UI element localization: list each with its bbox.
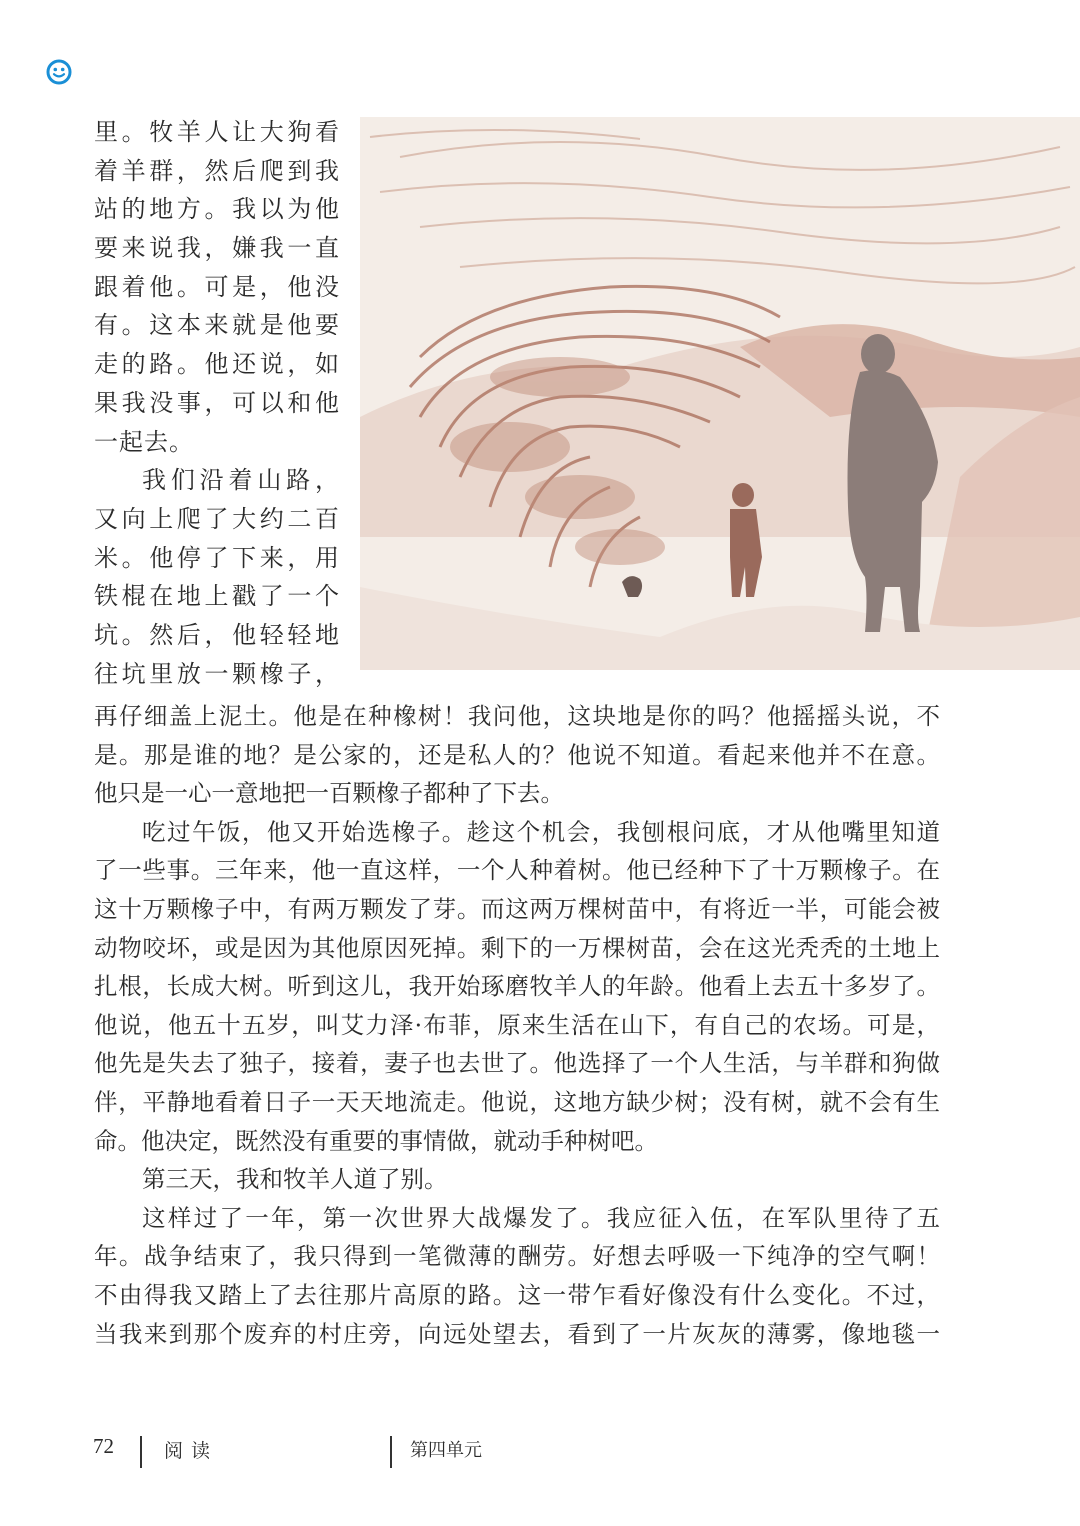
side-line: 我们沿着山路， <box>142 466 340 495</box>
main-line: 动物咬坏，或是因为其他原因死掉。剩下的一万棵树苗，会在这光秃秃的土地上 <box>94 933 940 962</box>
section-label: 阅读 <box>164 1440 219 1462</box>
side-line: 站的地方。我以为他 <box>94 195 340 224</box>
side-line: 有。这本来就是他要 <box>94 311 340 340</box>
side-line: 铁棍在地上戳了一个 <box>94 582 340 611</box>
main-line: 他先是失去了独子，接着，妻子也去世了。他选择了一个人生活，与羊群和狗做 <box>94 1049 940 1078</box>
page-footer <box>0 1430 1080 1470</box>
side-line: 一起去。 <box>94 427 194 456</box>
smiley-icon <box>46 59 72 85</box>
main-line: 不由得我又踏上了去往那片高原的路。这一带乍看好像没有什么变化。不过， <box>94 1280 940 1309</box>
main-line: 吃过午饭，他又开始选橡子。趁这个机会，我刨根问底，才从他嘴里知道 <box>142 817 940 846</box>
main-line: 伴，平静地看着日子一天天地流走。他说，这地方缺少树；没有树，就不会有生 <box>94 1087 940 1116</box>
main-line: 他说，他五十五岁，叫艾力泽·布菲，原来生活在山下，有自己的农场。可是， <box>94 1010 940 1039</box>
main-line: 这样过了一年，第一次世界大战爆发了。我应征入伍，在军队里待了五 <box>142 1203 940 1232</box>
side-line: 走的路。他还说，如 <box>94 350 340 379</box>
side-line: 里。牧羊人让大狗看 <box>94 118 340 146</box>
side-line: 要来说我，嫌我一直 <box>94 234 340 263</box>
main-line: 他只是一心一意地把一百颗橡子都种了下去。 <box>94 779 564 808</box>
unit-label: 第四单元 <box>410 1440 482 1461</box>
side-line: 又向上爬了大约二百 <box>94 504 340 533</box>
main-line: 了一些事。三年来，他一直这样，一个人种着树。他已经种下了十万颗橡子。在 <box>94 856 940 885</box>
side-line: 着羊群，然后爬到我 <box>94 156 340 185</box>
main-line: 第三天，我和牧羊人道了别。 <box>142 1165 448 1194</box>
side-line: 跟着他。可是，他没 <box>94 272 340 301</box>
footer-divider <box>140 1436 142 1468</box>
main-line: 年。战争结束了，我只得到一笔微薄的酬劳。好想去呼吸一下纯净的空气啊！ <box>94 1242 940 1271</box>
page-number: 72 <box>93 1434 114 1458</box>
main-text-body <box>94 697 940 1353</box>
side-line: 坑。然后，他轻轻地 <box>94 620 340 649</box>
footer-divider <box>390 1436 392 1468</box>
side-text-column <box>94 113 340 693</box>
side-line: 果我没事，可以和他 <box>94 388 340 417</box>
main-line: 再仔细盖上泥土。他是在种橡树！我问他，这块地是你的吗？他摇摇头说，不 <box>94 702 940 730</box>
main-line: 这十万颗橡子中，有两万颗发了芽。而这两万棵树苗中，有将近一半，可能会被 <box>94 894 940 923</box>
main-line: 命。他决定，既然没有重要的事情做，就动手种树吧。 <box>94 1126 658 1155</box>
side-line: 米。他停了下来，用 <box>94 543 340 572</box>
side-line: 往坑里放一颗橡子， <box>94 659 340 688</box>
story-illustration <box>360 117 1080 670</box>
main-line: 是。那是谁的地？是公家的，还是私人的？他说不知道。看起来他并不在意。 <box>94 740 940 769</box>
main-line: 当我来到那个废弃的村庄旁，向远处望去，看到了一片灰灰的薄雾，像地毯一 <box>94 1319 940 1348</box>
main-line: 扎根，长成大树。听到这儿，我开始琢磨牧羊人的年龄。他看上去五十多岁了。 <box>94 972 940 1001</box>
